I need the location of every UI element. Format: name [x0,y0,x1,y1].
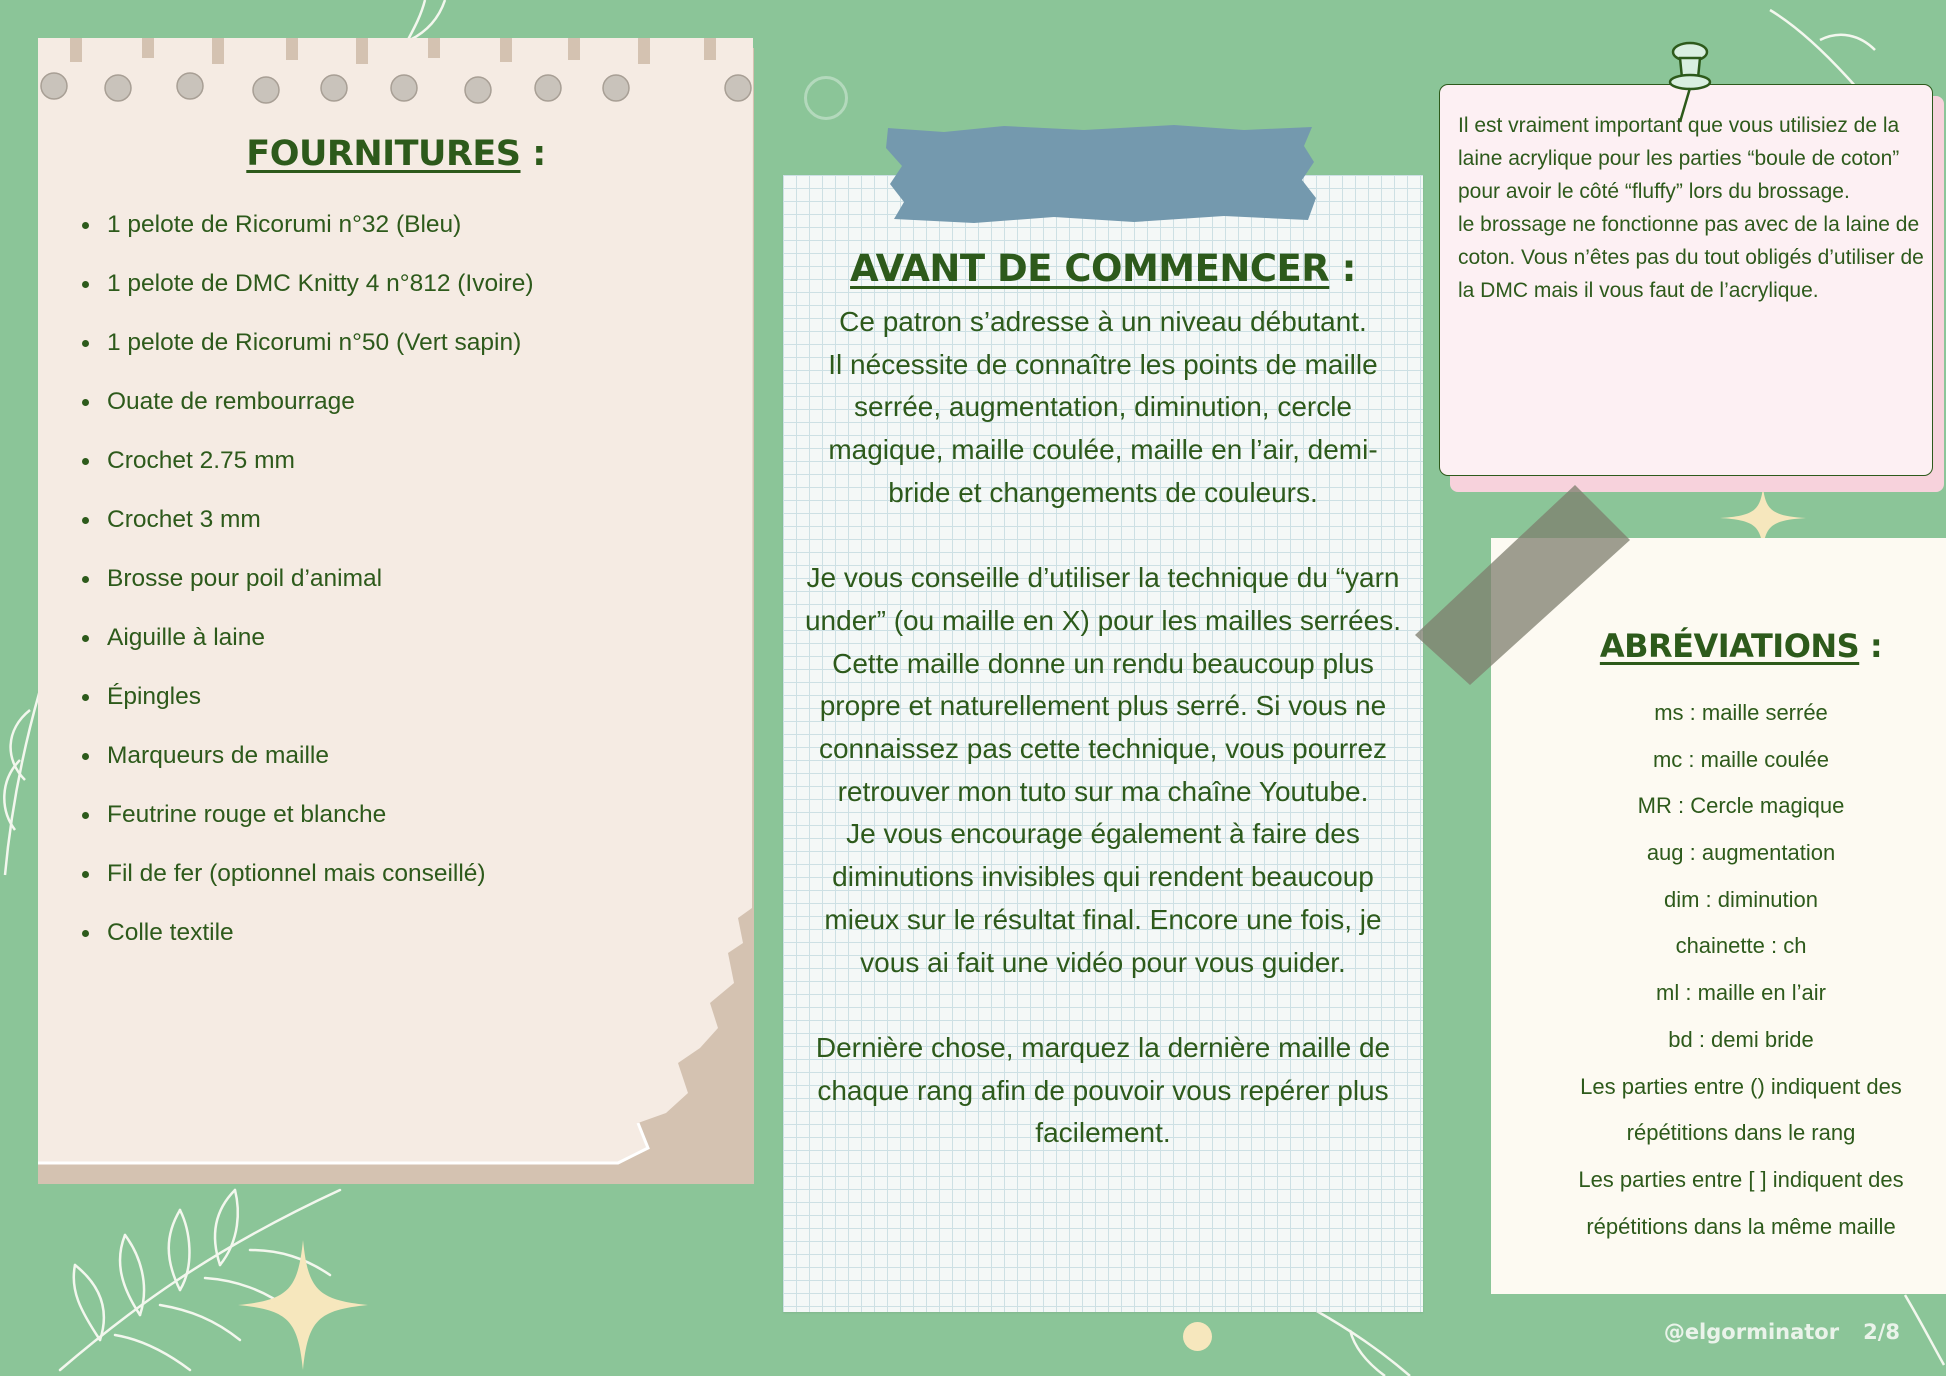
before-starting-card [783,175,1423,1312]
list-item: Les parties entre () indiquent des [1580,1073,1902,1099]
list-item: MR : Cercle magique [1637,793,1845,819]
page-number: 2/8 [1863,1320,1900,1344]
list-item: 1 pelote de DMC Knitty 4 n°812 (Ivoire) [82,269,722,328]
list-item: Feutrine rouge et blanche [82,800,722,859]
before-title-text: AVANT DE COMMENCER [850,247,1330,290]
list-item: Marqueurs de maille [82,741,722,800]
list-item: répétitions dans la même maille [1586,1213,1896,1239]
note-text: Il est vraiment important que vous utilisiez de la laine acrylique pour les parties “boule de coton” pour avoir le côté “fluffy” lors du brossage. le brossage ne fonctionne pas avec de la laine de coton. Vous n’êtes pas du tout obligés d’utiliser de la DMC mais il vous faut de l’acrylique. [1458,114,1924,302]
pushpin-icon [1652,40,1718,126]
list-item: Crochet 3 mm [82,505,722,564]
dot-decoration [1183,1322,1212,1351]
before-title [783,247,1423,290]
before-title-suffix: : [1329,247,1356,290]
footer [1664,1320,1900,1344]
supplies-title-suffix: : [520,134,546,174]
supplies-notepad [38,38,754,1184]
list-item: mc : maille coulée [1652,746,1830,772]
important-note [1439,84,1933,476]
list-item: Les parties entre [ ] indiquent des [1578,1166,1904,1192]
before-body-text: Ce patron s’adresse à un niveau débutant. Il nécessite de connaître les points de maille serrée, augmentation, diminution, cercle magique, maille coulée, maille en l’air, demi-bride et changements de couleurs. Je vous conseille d’utiliser la technique du “yarn under” (ou maille en X) pour les mailles serrées. Cette maille donne un rendu beaucoup plus propre et naturellement plus serré. Si vous ne connaissez pas cette technique, vous pourrez retrouver mon tuto sur ma chaîne Youtube. Je vous encourage également à faire des diminutions invisibles qui rendent beaucoup mieux sur le résultat final. Encore une fois, je vous ai fait une vidéo pour vous guider. Dernière chose, marquez la dernière maille de chaque rang afin de pouvoir vous repérer plus facilement. [804,306,1402,1149]
list-item: bd : demi bride [1668,1026,1814,1052]
list-item: ms : maille serrée [1654,700,1828,725]
list-item: chainette : ch [1675,933,1807,959]
list-item: 1 pelote de Ricorumi n°50 (Vert sapin) [82,328,722,387]
list-item: Fil de fer (optionnel mais conseillé) [82,859,722,918]
list-item: Colle textile [82,918,722,977]
list-item: 1 pelote de Ricorumi n°32 (Bleu) [82,210,722,269]
list-item: ml : maille en l’air [1656,980,1826,1006]
sparkle-icon [238,1240,368,1370]
supplies-list [82,210,722,977]
supplies-title-text: FOURNITURES [246,134,521,174]
circle-decoration [804,76,848,120]
list-item: Épingles [82,682,722,741]
list-item: Crochet 2.75 mm [82,446,722,505]
list-item: dim : diminution [1663,886,1819,912]
list-item: Aiguille à laine [82,623,722,682]
supplies-title [38,134,754,174]
author-handle: @elgorminator [1663,1320,1840,1344]
leaf-decoration [1900,1290,1946,1370]
list-item: aug : augmentation [1646,840,1836,866]
tape-strip-decoration [1415,485,1630,685]
abbreviations-title-text: ABRÉVIATIONS [1599,627,1860,665]
abbreviations-title-suffix: : [1859,627,1883,665]
washi-tape-decoration [884,124,1316,224]
list-item: Ouate de rembourrage [82,387,722,446]
list-item: répétitions dans le rang [1626,1120,1856,1146]
abbreviations-list [1491,690,1946,1250]
list-item: Brosse pour poil d’animal [82,564,722,623]
